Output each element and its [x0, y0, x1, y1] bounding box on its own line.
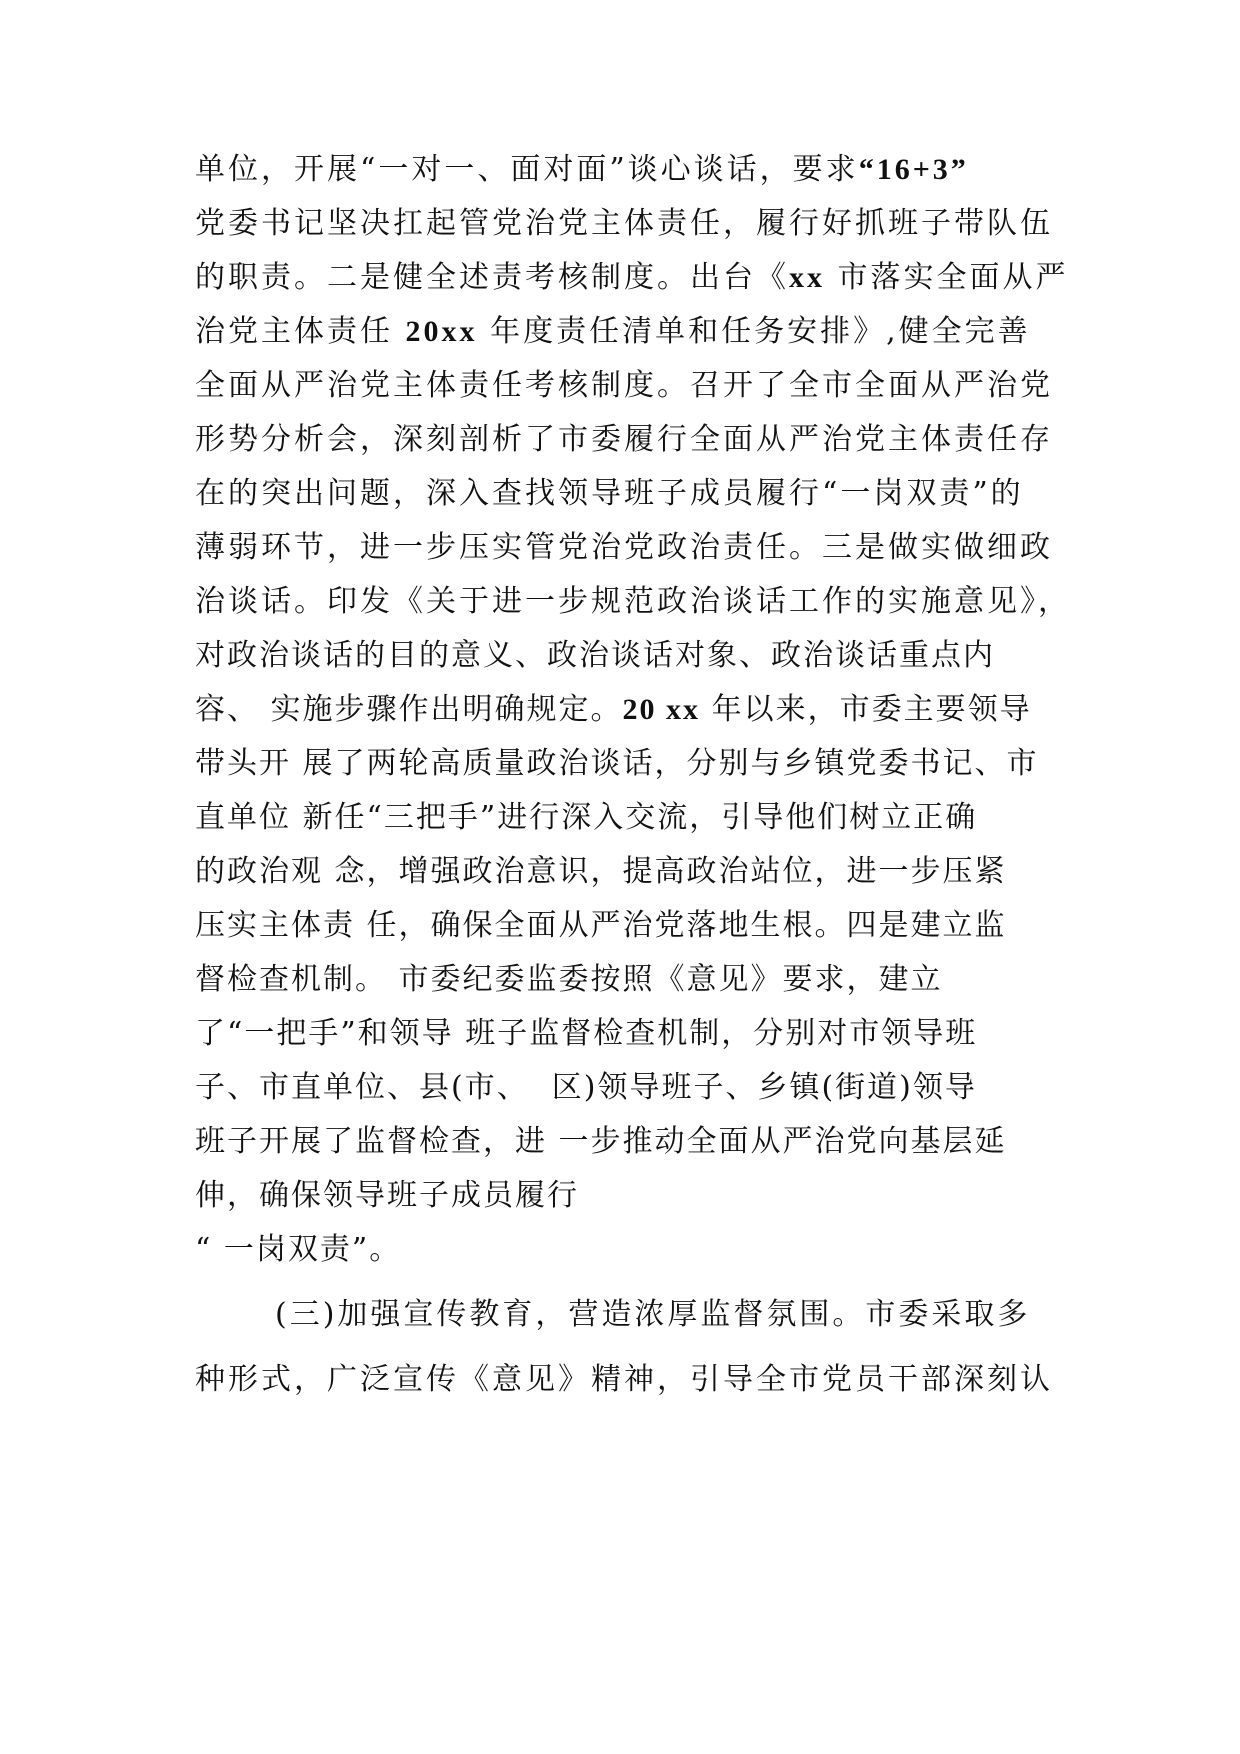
text-segment: 全面从严治党主体责任考核制度。召开了全市全面从严治党: [195, 368, 1053, 403]
text-line-1: [195, 150, 969, 190]
bold-text-segment: 20xx: [405, 315, 478, 348]
text-segment: 年度责任清单和任务安排》,健全完善: [477, 314, 1031, 349]
text-line-15: [195, 906, 1007, 946]
text-line-7: [195, 474, 1024, 514]
text-line-10: [195, 636, 995, 676]
text-segment: 治谈话。印发《关于进一步规范政治谈话工作的实施意见》，: [195, 584, 1071, 619]
text-segment: 薄弱环节，进一步压实管党治党政治责任。三是做实做细政: [195, 530, 1053, 565]
text-segment: 直单位 新任“三把手”进行深入交流，引导他们树立正确: [195, 800, 978, 835]
text-segment: 治党主体责任: [195, 314, 406, 349]
text-line-17: [195, 1014, 977, 1054]
text-line-5: [195, 366, 1053, 406]
bold-text-segment: “16+3”: [858, 153, 969, 186]
text-line-3: [195, 258, 1069, 298]
text-segment: 压实主体责 任，确保全面从严治党落地生根。四是建立监: [195, 908, 1007, 943]
text-segment: (三)加强宣传教育，营造浓厚监督氛围。市委采取多: [275, 1297, 1031, 1332]
text-segment: 督检查机制。 市委纪委监委按照《意见》要求，建立: [195, 962, 943, 997]
text-segment: 市落实全面从严: [825, 260, 1069, 295]
text-segment: 党委书记坚决扛起管党治党主体责任，履行好抓班子带队伍: [195, 206, 1053, 241]
text-segment: 在的突出问题，深入查找领导班子成员履行“一岗双责”的: [195, 476, 1024, 511]
text-line-13: [195, 798, 977, 838]
text-segment: 了“一把手”和领导 班子监督检查机制，分别对市领导班: [195, 1016, 978, 1051]
text-segment: 的政治观 念，增强政治意识，提高政治站位，进一步压紧: [195, 854, 1007, 889]
text-segment: 种形式，广泛宣传《意见》精神，引导全市党员干部深刻认: [195, 1362, 1053, 1397]
text-segment: 带头开 展了两轮高质量政治谈话，分别与乡镇党委书记、市: [195, 746, 1039, 781]
paragraph-heading-line: [275, 1295, 1030, 1335]
text-line-11: [195, 690, 1032, 730]
text-line-4: [195, 312, 1031, 352]
text-line-14: [195, 852, 1007, 892]
text-segment: 单位，开展“一对一、面对面”谈心谈话，要求: [195, 152, 859, 187]
text-line-19: [195, 1122, 1007, 1162]
text-line-21: [195, 1230, 401, 1270]
text-segment: 班子开展了监督检查，进 一步推动全面从严治党向基层延: [195, 1124, 1007, 1159]
text-line-8: [195, 528, 1053, 568]
text-line-2: [195, 204, 1053, 244]
text-segment: 子、市直单位、县(市、 区)领导班子、乡镇(街道)领导: [195, 1070, 977, 1105]
text-segment: 对政治谈话的目的意义、政治谈话对象、政治谈话重点内: [195, 638, 995, 673]
text-segment: 的职责。二是健全述责考核制度。出台《: [195, 260, 789, 295]
text-segment: 形势分析会，深刻剖析了市委履行全面从严治党主体责任存: [195, 422, 1053, 457]
text-line-16: [195, 960, 943, 1000]
text-segment: “ 一岗双责”。: [195, 1232, 402, 1267]
text-line-12: [195, 744, 1039, 784]
text-line-18: [195, 1068, 977, 1108]
text-segment: 年以来，市委主要领导: [700, 692, 1032, 727]
bold-text-segment: xx: [789, 261, 825, 294]
text-line-9: [195, 582, 1071, 622]
text-line-6: [195, 420, 1053, 460]
bold-text-segment: 20 xx: [622, 693, 701, 726]
text-line-20: [195, 1176, 579, 1216]
text-segment: 容、 实施步骤作出明确规定。: [195, 692, 623, 727]
text-line-23: [195, 1360, 1053, 1400]
text-segment: 伸，确保领导班子成员履行: [195, 1178, 579, 1213]
